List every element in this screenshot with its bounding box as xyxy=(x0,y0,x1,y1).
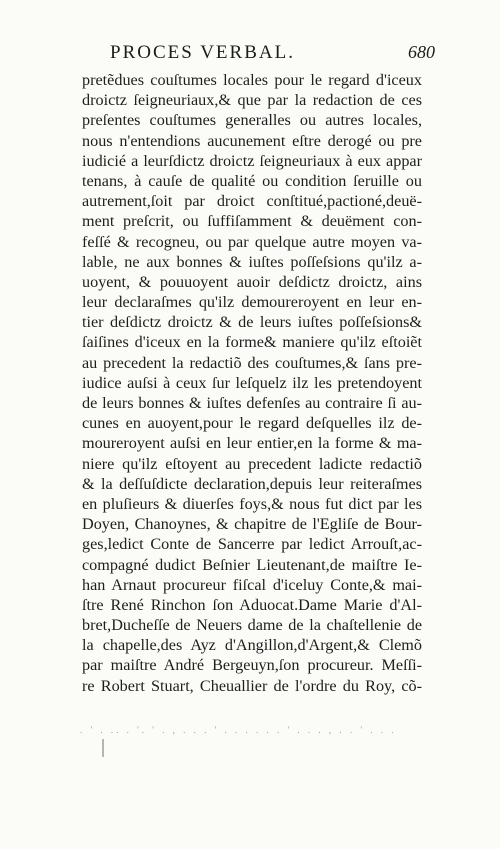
text-line: nous n'entendions aucunement eſtre derogé ou pre xyxy=(82,131,422,150)
text-line: compagné dudict Beſnier Lieutenant,de maiſtre Ie- xyxy=(82,555,422,574)
page-number: 680 xyxy=(408,42,435,62)
show-through-marks: . ' . .. . '. ' . , . . . ' . . . . . . ' . . . , . . ' . . . xyxy=(80,725,430,759)
text-line: moureroyent auſsi en leur entier,en la forme & ma- xyxy=(82,434,422,453)
text-line: cunes en auoyent,pour le regard deſquelles ilz de- xyxy=(82,414,422,433)
body-text xyxy=(82,70,422,696)
text-line: par maiſtre André Bergeuyn,ſon procureur. Meſſi- xyxy=(82,656,422,675)
text-line: ges,ledict Conte de Sancerre par ledict Arrouſt,ac- xyxy=(82,535,422,554)
page-header xyxy=(110,42,435,66)
text-line: la chapelle,des Ayz d'Angillon,d'Argent,& Clemõ xyxy=(82,636,422,655)
text-line: tier deſdictz droictz & de leurs iuſtes poſſeſsions& xyxy=(82,313,422,332)
text-line: preſentes couſtumes generalles ou autres locales, xyxy=(82,111,422,130)
text-line: re Robert Stuart, Cheuallier de l'ordre du Roy, cõ- xyxy=(82,676,422,695)
text-line: ſtre René Rinchon ſon Aduocat.Dame Marie d'Al- xyxy=(82,595,422,614)
text-line: han Arnaut procureur fiſcal d'iceluy Conte,& mai- xyxy=(82,575,422,594)
text-line: iudicié a leurſdictz droictz ſeigneuriaux à eux appar xyxy=(82,151,422,170)
text-line: feſſé & recogneu, ou par quelque autre moyen va- xyxy=(82,232,422,251)
text-line: en pluſieurs & diuerſes foys,& nous fut dict par les xyxy=(82,494,422,513)
text-line: & la deſſuſdicte declaration,depuis leur reiteraſmes xyxy=(82,474,422,493)
text-line: uoyent, & pouuoyent auoir deſdictz droictz, ains xyxy=(82,272,422,291)
ink-mark xyxy=(102,739,104,757)
text-line: ment preſcrit, ou ſuffiſamment & deuëment con- xyxy=(82,212,422,231)
text-line: leur declaraſmes qu'ilz demoureroyent en leur en- xyxy=(82,293,422,312)
text-line: lable, ne aux bonnes & iuſtes poſſeſsions qu'ilz a- xyxy=(82,252,422,271)
text-line: autrement,ſoit par droict conſtitué,pactioné,deuë- xyxy=(82,192,422,211)
text-line: niere qu'ilz eſtoyent au precedent ladicte redactiõ xyxy=(82,454,422,473)
text-line: Doyen, Chanoynes, & chapitre de l'Egliſe de Bour- xyxy=(82,515,422,534)
text-line: tenans, à cauſe de qualité ou condition ſeruille ou xyxy=(82,171,422,190)
text-line: pretẽdues couſtumes locales pour le regard d'iceux xyxy=(82,71,422,89)
text-line: bret,Ducheſſe de Neuers dame de la chaſtellenie de xyxy=(82,616,422,635)
text-line: droictz ſeigneuriaux,& que par la redaction de ces xyxy=(82,91,422,110)
text-line: de leurs bonnes & iuſtes defenſes au contraire ſi au- xyxy=(82,394,422,412)
text-line: ſaiſines d'iceux en la forme& maniere qu'ilz eſtoiẽt xyxy=(82,333,422,352)
running-title: PROCES VERBAL. xyxy=(110,42,295,63)
text-line: au precedent la redactiõ des couſtumes,& ſans pre- xyxy=(82,353,422,372)
text-line: iudice auſsi à ceux ſur leſquelz ilz les pretendoyent xyxy=(82,373,422,392)
